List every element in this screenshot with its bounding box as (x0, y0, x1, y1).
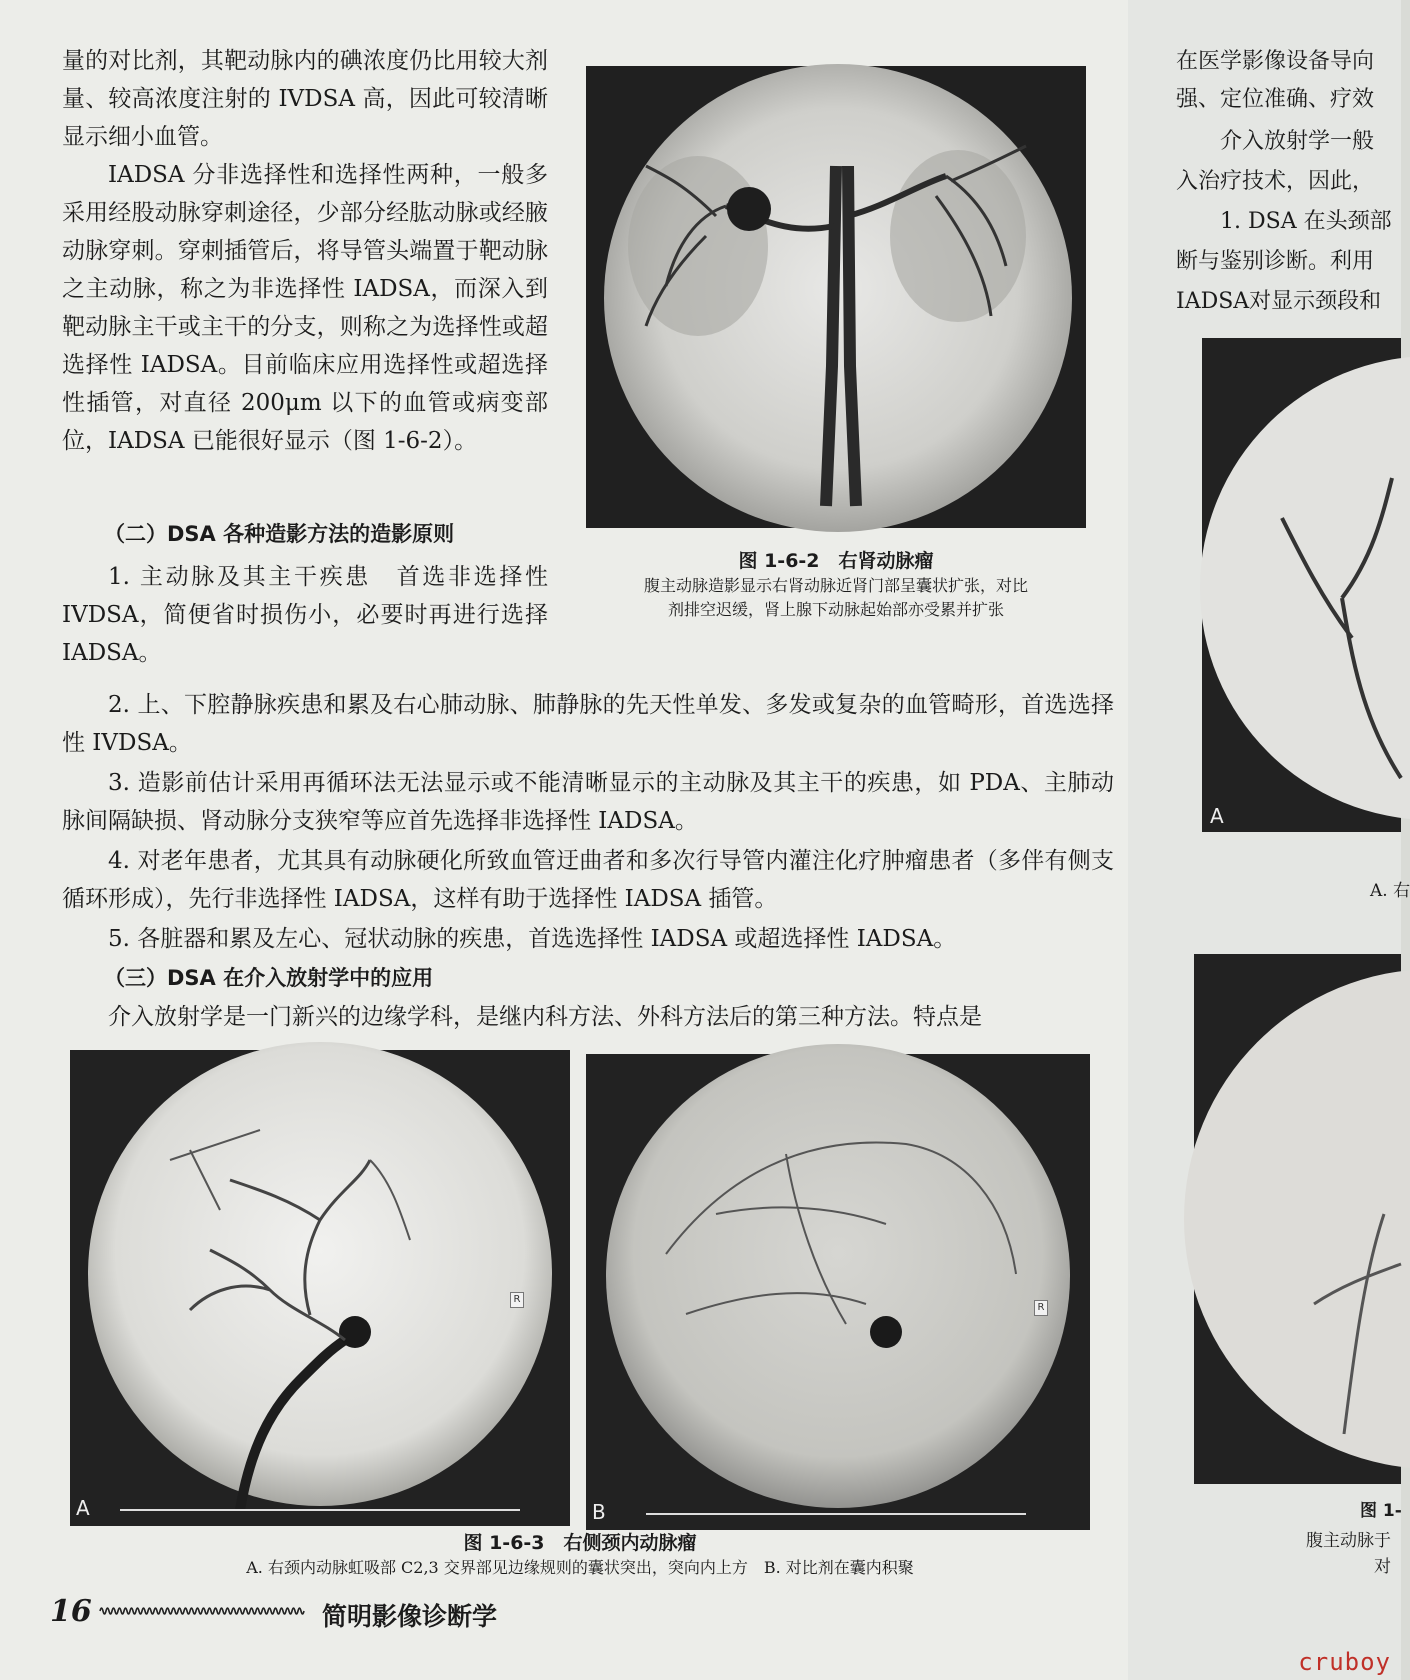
orientation-marker-r: R (510, 1292, 524, 1308)
book-page-right-partial (1128, 0, 1410, 1680)
orientation-marker-r: R (1034, 1300, 1048, 1316)
watermark: cruboy (1298, 1648, 1391, 1676)
figure-label-b: B (592, 1500, 606, 1524)
paragraph-intro: 量的对比剂，其靶动脉内的碘浓度仍比用较大剂量、较高浓度注射的 IVDSA 高，因此可较清晰显示细小血管。 (62, 48, 548, 150)
figure-carotid-angiogram-b (586, 1054, 1090, 1530)
next-page-caption-line2: 对 (1374, 1557, 1391, 1577)
heading-section-3: （三）DSA 在介入放射学中的应用 (104, 966, 434, 990)
list-item-2: 2. 上、下腔静脉疾患和累及右心肺动脉、肺静脉的先天性单发、多发或复杂的血管畸形，首选选择性 IVDSA。 (62, 692, 1114, 756)
next-page-angiogram-a (1202, 338, 1401, 832)
figure-renal-angiogram (586, 66, 1086, 528)
figure-1-6-2-caption-line1: 腹主动脉造影显示右肾动脉近肾门部呈囊状扩张，对比 (643, 576, 1028, 595)
page-number: 16 (50, 1594, 92, 1629)
figure-1-6-3-caption: A. 右颈内动脉虹吸部 C2,3 交界部见边缘规则的囊状突出，突向内上方 B. 对比剂在囊内积聚 (246, 1558, 914, 1577)
carotid-angiogram-a-image (70, 1050, 570, 1526)
figure-carotid-angiogram-a (70, 1050, 570, 1526)
carotid-angiogram-b-image (586, 1054, 1090, 1530)
heading-section-2: （二）DSA 各种造影方法的造影原则 (104, 522, 455, 546)
list-item-5: 5. 各脏器和累及左心、冠状动脉的疾患，首选选择性 IADSA 或超选择性 IADSA。 (108, 926, 957, 952)
next-page-line-3: 介入放射学一般 (1220, 129, 1375, 154)
next-page-line-2: 强、定位准确、疗效 (1176, 87, 1375, 112)
next-page-line-7: IADSA对显示颈段和 (1176, 289, 1382, 314)
next-page-line-1: 在医学影像设备导向 (1176, 49, 1375, 74)
figure-label-a: A (76, 1496, 90, 1520)
next-page-line-4: 入治疗技术，因此， (1176, 169, 1375, 194)
list-item-4: 4. 对老年患者，尤其具有动脉硬化所致血管迂曲者和多次行导管内灌注化疗肿瘤患者（多伴有侧支循环形成），先行非选择性 IADSA，这样有助于选择性 IADSA 插管。 (62, 848, 1114, 912)
next-page-caption-a: A. 右 (1370, 881, 1410, 901)
next-page-caption-line1: 腹主动脉于 (1306, 1531, 1391, 1551)
figure-1-6-2-caption-line2: 剂排空迟缓，肾上腺下动脉起始部亦受累并扩张 (667, 600, 1004, 619)
paragraph-interventional: 介入放射学是一门新兴的边缘学科，是继内科方法、外科方法后的第三种方法。特点是 (108, 1004, 982, 1030)
next-page-angiogram-b (1194, 954, 1401, 1484)
list-item-3: 3. 造影前估计采用再循环法无法显示或不能清晰显示的主动脉及其主干的疾患，如 PDA、主肺动脉间隔缺损、肾动脉分支狭窄等应首先选择非选择性 IADSA。 (62, 770, 1114, 834)
next-page-figure-b (1194, 954, 1401, 1484)
next-page-figure-title: 图 1- (1360, 1501, 1402, 1521)
next-page-figure-a (1202, 338, 1401, 832)
list-item-1: 1. 主动脉及其主干疾患 首选非选择性 IVDSA，简便省时损伤小，必要时再进行选择 IADSA。 (62, 564, 548, 666)
book-title: 简明影像诊断学 (322, 1602, 498, 1631)
next-page-line-5: 1. DSA 在头颈部 (1220, 209, 1392, 234)
renal-angiogram-image (586, 66, 1086, 528)
figure-1-6-2-title: 图 1-6-2 右肾动脉瘤 (738, 550, 934, 572)
next-page-line-6: 断与鉴别诊断。利用 (1176, 249, 1375, 274)
next-page-figure-label-a: A (1210, 804, 1224, 828)
paragraph-iadsa: IADSA 分非选择性和选择性两种，一般多采用经股动脉穿刺途径，少部分经肱动脉或经腋动脉穿刺。穿刺插管后，将导管头端置于靶动脉之主动脉，称之为非选择性 IADSA，而深入到靶动脉主干或主干的分支，则称之为选择性或超选择性 IADSA。目前临床应用选择性或超选择性插管，对直径 200μm 以下的血管或病变部位，IADSA 已能很好显示（图 1-6-2）。 (62, 162, 548, 454)
figure-1-6-3-title: 图 1-6-3 右侧颈内动脉瘤 (463, 1532, 697, 1554)
decorative-wave-line (100, 1603, 304, 1619)
